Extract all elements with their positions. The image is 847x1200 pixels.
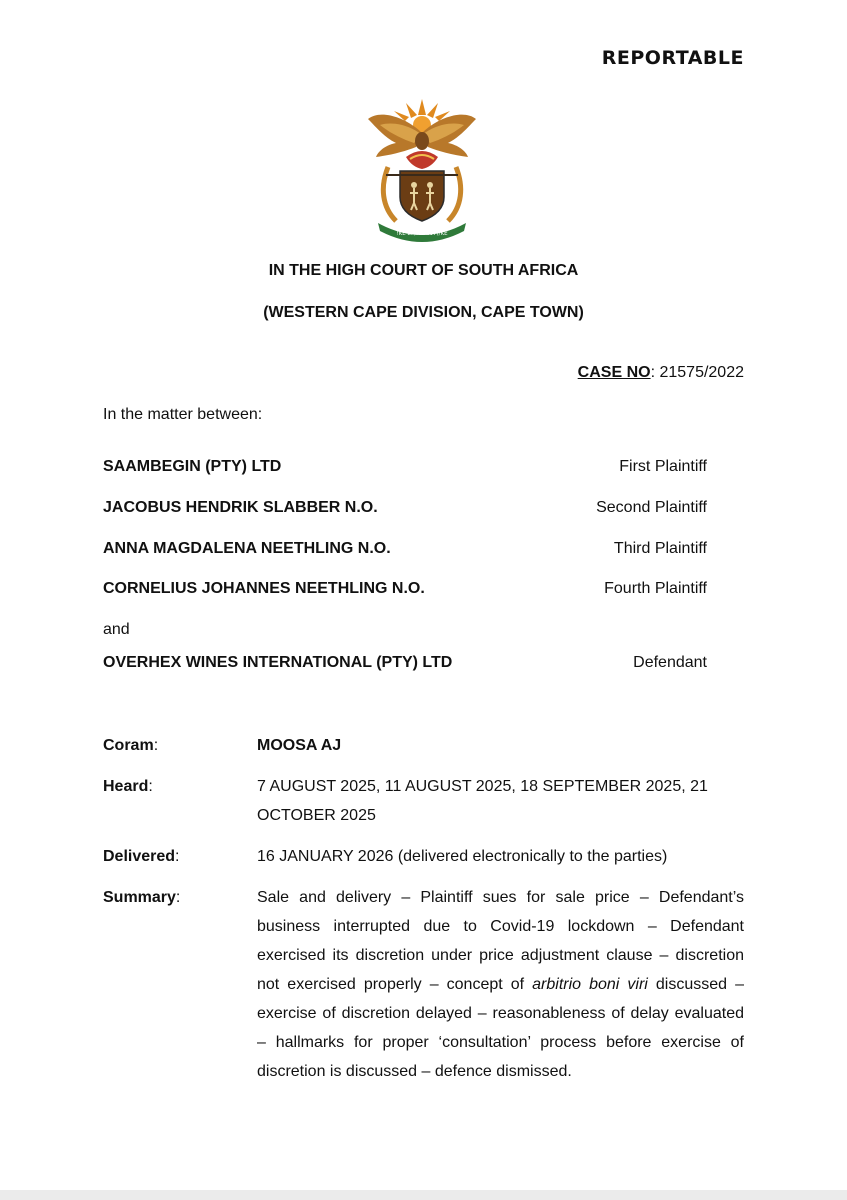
defendant-role: Defendant (633, 654, 707, 671)
case-number (578, 364, 744, 382)
party-role: Fourth Plaintiff (604, 580, 707, 597)
page-bottom-divider (0, 1190, 847, 1200)
crest-motto: !KE E: /XARRA //KE (396, 231, 448, 237)
summary-text: Sale and delivery – Plaintiff sues for sale price – Defendant’s business interrupted due to Covid-19 lockdown – Defendant exercised its discretion under price adjustment clause – discretion not exercised properly – concept of arbitrio boni viri discussed – exercise of discretion delayed – reasonableness of delay evaluated – hallmarks for proper ‘consultation’ process before exercise of discretion is discussed – defence dismissed. (257, 889, 744, 1080)
party-name: ANNA MAGDALENA NEETHLING N.O. (103, 540, 391, 557)
defendant-name: OVERHEX WINES INTERNATIONAL (PTY) LTD (103, 654, 453, 671)
court-division: (WESTERN CAPE DIVISION, CAPE TOWN) (263, 304, 584, 321)
matter-between: In the matter between: (103, 406, 263, 423)
delivered-value: 16 JANUARY 2026 (delivered electronically to the parties) (257, 848, 668, 865)
case-number-value: : 21575/2022 (650, 364, 744, 381)
party-name: JACOBUS HENDRIK SLABBER N.O. (103, 499, 378, 516)
court-name: IN THE HIGH COURT OF SOUTH AFRICA (268, 262, 579, 279)
heard-value: 7 AUGUST 2025, 11 AUGUST 2025, 18 SEPTEMBER 2025, 21 OCTOBER 2025 (257, 778, 708, 824)
party-role: Third Plaintiff (613, 540, 707, 557)
coram-label: Coram: (103, 737, 159, 754)
coat-of-arms-logo (366, 97, 478, 243)
coram-value: MOOSA AJ (257, 737, 342, 754)
delivered-label: Delivered: (103, 848, 180, 865)
party-name: CORNELIUS JOHANNES NEETHLING N.O. (103, 580, 425, 597)
party-name: SAAMBEGIN (PTY) LTD (103, 458, 282, 475)
party-role: Second Plaintiff (596, 499, 707, 516)
and-text: and (103, 621, 130, 638)
heard-label: Heard: (103, 778, 153, 795)
party-role: First Plaintiff (619, 458, 707, 475)
reportable-label: REPORTABLE (601, 47, 744, 69)
summary-label: Summary: (103, 889, 181, 906)
case-number-label: CASE NO (577, 364, 651, 381)
